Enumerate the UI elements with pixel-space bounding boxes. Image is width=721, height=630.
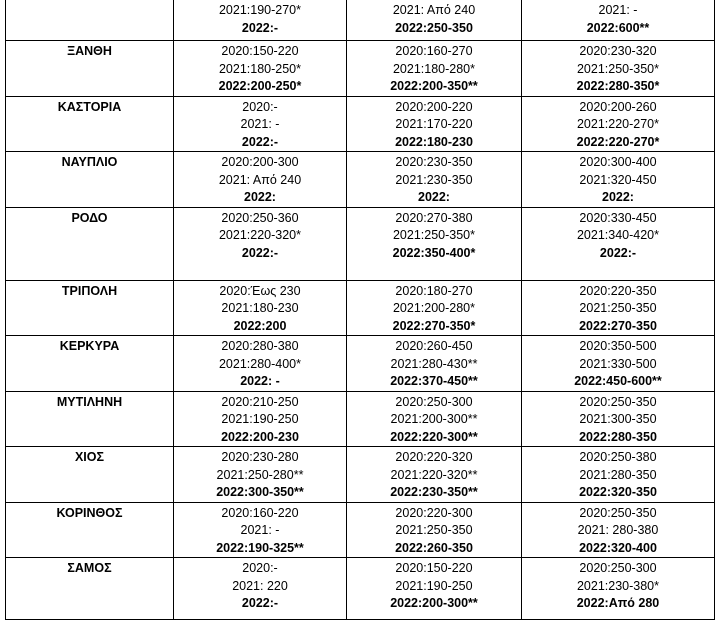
price-table-body bbox=[6, 0, 715, 620]
table-row bbox=[6, 502, 715, 558]
year-range: 2020:250-350 bbox=[579, 505, 657, 520]
city-name-cell: ΣΑΜΟΣ bbox=[6, 558, 174, 620]
year-range: 2021: 220 bbox=[232, 578, 288, 593]
year-2022-range: 2022:260-350 bbox=[395, 540, 473, 555]
year-range: 2020:270-380 bbox=[395, 210, 473, 225]
year-range: 2021: Από 240 bbox=[218, 172, 302, 187]
year-2022-range: 2022:Από 280 bbox=[576, 596, 660, 610]
table-row bbox=[6, 280, 715, 336]
price-range-cell bbox=[522, 391, 715, 447]
city-name-cell: ΚΟΡΙΝΘΟΣ bbox=[6, 502, 174, 558]
year-2022-range: 2022:200-300** bbox=[390, 596, 478, 610]
year-range: 2020:250-380 bbox=[579, 450, 657, 464]
year-range: 2021:180-230 bbox=[221, 301, 299, 315]
table-row bbox=[6, 207, 715, 280]
year-range: 2021:250-350* bbox=[576, 61, 660, 76]
price-range-cell bbox=[347, 280, 522, 336]
year-2022-range: 2022:- bbox=[241, 245, 279, 260]
city-name-cell bbox=[6, 0, 174, 41]
year-2022-range: 2022:- bbox=[241, 134, 279, 149]
year-range: 2020:- bbox=[242, 561, 278, 575]
year-range: 2020:180-270 bbox=[395, 283, 473, 298]
city-name-cell: ΚΕΡΚΥΡΑ bbox=[6, 336, 174, 392]
price-range-cell bbox=[522, 447, 715, 503]
year-range: 2021:250-280** bbox=[216, 467, 304, 482]
year-2022-range: 2022: - bbox=[240, 374, 280, 388]
year-2022-range: 2022:230-350** bbox=[390, 485, 478, 499]
year-range: 2020:- bbox=[242, 99, 278, 114]
year-2022-range: 2022:280-350 bbox=[579, 429, 657, 444]
table-row bbox=[6, 336, 715, 392]
price-range-cell bbox=[347, 207, 522, 280]
year-range: 2020:200-220 bbox=[395, 99, 473, 114]
price-range-cell bbox=[522, 336, 715, 392]
price-range-cell bbox=[174, 558, 347, 620]
year-2022-range: 2022:270-350* bbox=[392, 318, 476, 333]
year-2022-range: 2022:200-350** bbox=[390, 79, 478, 93]
city-name-cell: ΝΑΥΠΛΙΟ bbox=[6, 152, 174, 208]
year-range: 2021:180-250* bbox=[218, 61, 302, 76]
table-row bbox=[6, 447, 715, 503]
year-range: 2021:180-280* bbox=[392, 61, 476, 76]
year-range: 2021:280-430** bbox=[390, 356, 478, 371]
city-name-cell: ΞΑΝΘΗ bbox=[6, 41, 174, 97]
year-range: 2020:220-350 bbox=[579, 283, 657, 298]
year-range: 2021:170-220 bbox=[395, 117, 473, 131]
year-2022-range: 2022: bbox=[602, 190, 634, 204]
year-range: 2020:220-320 bbox=[395, 450, 473, 464]
table-row bbox=[6, 96, 715, 152]
price-table bbox=[5, 0, 715, 620]
price-range-cell bbox=[522, 502, 715, 558]
year-2022-range: 2022:600** bbox=[586, 20, 650, 35]
year-range: 2021:220-320** bbox=[390, 467, 478, 482]
price-range-cell bbox=[522, 207, 715, 280]
year-2022-range: 2022:200-250* bbox=[218, 79, 302, 93]
year-range: 2021:320-450 bbox=[579, 172, 657, 187]
price-range-cell bbox=[174, 41, 347, 97]
price-range-cell bbox=[522, 558, 715, 620]
year-range: 2021:280-350 bbox=[579, 467, 657, 482]
year-range: 2021:190-270* bbox=[218, 3, 302, 17]
city-name-cell: ΡΟΔΟ bbox=[6, 207, 174, 280]
year-range: 2021:220-270* bbox=[576, 117, 660, 131]
year-range: 2021:330-500 bbox=[579, 356, 657, 371]
year-range: 2020:230-350 bbox=[395, 155, 473, 169]
year-2022-range: 2022:280-350* bbox=[576, 79, 660, 93]
year-range: 2021:300-350 bbox=[579, 412, 657, 426]
year-range: 2020:250-300 bbox=[395, 394, 473, 409]
year-range: 2021: - bbox=[240, 117, 280, 131]
year-range: 2020:250-350 bbox=[579, 394, 657, 409]
table-row bbox=[6, 41, 715, 97]
year-range: 2021:220-320* bbox=[218, 228, 302, 242]
price-range-cell bbox=[347, 152, 522, 208]
year-range: 2020:350-500 bbox=[579, 339, 657, 353]
price-range-cell bbox=[174, 207, 347, 280]
year-range: 2020:220-300 bbox=[395, 505, 473, 520]
price-range-cell bbox=[347, 0, 522, 41]
year-2022-range: 2022:- bbox=[241, 596, 279, 610]
year-2022-range: 2022:- bbox=[241, 20, 279, 35]
price-range-cell bbox=[522, 152, 715, 208]
table-row bbox=[6, 391, 715, 447]
price-range-cell bbox=[347, 502, 522, 558]
year-2022-range: 2022: bbox=[244, 190, 276, 204]
year-2022-range: 2022:220-270* bbox=[576, 134, 660, 149]
price-range-cell bbox=[347, 336, 522, 392]
price-range-cell bbox=[522, 96, 715, 152]
year-range: 2021:200-300** bbox=[390, 412, 478, 426]
year-range: 2020:200-300 bbox=[221, 155, 299, 169]
year-range: 2021:340-420* bbox=[576, 228, 660, 242]
year-range: 2021:230-350 bbox=[395, 172, 473, 187]
year-range: 2020:330-450 bbox=[579, 210, 657, 225]
price-range-cell bbox=[347, 41, 522, 97]
year-range: 2021: Από 240 bbox=[392, 3, 476, 17]
year-range: 2020:160-270 bbox=[395, 44, 473, 58]
table-row bbox=[6, 152, 715, 208]
city-name-cell: ΚΑΣΤΟΡΙΑ bbox=[6, 96, 174, 152]
price-range-cell bbox=[174, 96, 347, 152]
year-range: 2020:260-450 bbox=[395, 339, 473, 353]
year-range: 2021: - bbox=[240, 523, 280, 537]
price-range-cell bbox=[174, 152, 347, 208]
year-2022-range: 2022:300-350** bbox=[216, 485, 304, 499]
price-range-cell bbox=[347, 558, 522, 620]
year-range: 2020:230-280 bbox=[221, 450, 299, 464]
year-range: 2021:190-250 bbox=[395, 578, 473, 593]
year-2022-range: 2022: bbox=[418, 190, 450, 204]
city-name-cell: ΤΡΙΠΟΛΗ bbox=[6, 280, 174, 336]
year-range: 2020:230-320 bbox=[579, 44, 657, 58]
year-2022-range: 2022:270-350 bbox=[579, 318, 657, 333]
year-range: 2020:250-300 bbox=[579, 561, 657, 575]
year-2022-range: 2022:180-230 bbox=[395, 134, 473, 149]
year-range: 2021:190-250 bbox=[221, 412, 299, 426]
year-range: 2021:250-350 bbox=[395, 523, 473, 537]
year-2022-range: 2022:200 bbox=[233, 318, 287, 333]
year-range: 2021: 280-380 bbox=[577, 523, 659, 537]
year-range: 2021:250-350 bbox=[579, 301, 657, 315]
price-range-cell bbox=[174, 391, 347, 447]
city-name-cell: ΜΥΤΙΛΗΝΗ bbox=[6, 391, 174, 447]
year-2022-range: 2022:370-450** bbox=[390, 374, 478, 388]
year-2022-range: 2022:200-230 bbox=[221, 429, 299, 444]
price-range-cell bbox=[174, 502, 347, 558]
year-range: 2020:150-220 bbox=[395, 561, 473, 575]
price-range-cell bbox=[174, 336, 347, 392]
year-range: 2021:230-380* bbox=[576, 578, 660, 593]
price-range-cell bbox=[522, 0, 715, 41]
year-range: 2020:160-220 bbox=[221, 505, 299, 520]
year-range: 2021: - bbox=[598, 3, 638, 17]
table-row bbox=[6, 558, 715, 620]
year-range: 2020:210-250 bbox=[221, 394, 299, 409]
price-range-cell bbox=[347, 96, 522, 152]
price-range-cell bbox=[347, 391, 522, 447]
year-range: 2020:250-360 bbox=[221, 210, 299, 225]
year-range: 2021:200-280* bbox=[392, 301, 476, 315]
year-range: 2020:200-260 bbox=[579, 99, 657, 114]
year-2022-range: 2022:450-600** bbox=[574, 374, 662, 388]
year-range: 2020:280-380 bbox=[221, 339, 299, 353]
price-range-cell bbox=[174, 280, 347, 336]
city-name-cell: ΧΙΟΣ bbox=[6, 447, 174, 503]
year-range: 2020:300-400 bbox=[579, 155, 657, 169]
year-2022-range: 2022:320-350 bbox=[579, 485, 657, 499]
year-range: 2020:150-220 bbox=[221, 44, 299, 58]
price-range-cell bbox=[347, 447, 522, 503]
price-range-cell bbox=[174, 447, 347, 503]
table-row bbox=[6, 0, 715, 41]
year-2022-range: 2022:250-350 bbox=[395, 20, 473, 35]
year-2022-range: 2022:320-400 bbox=[579, 540, 657, 555]
price-range-cell bbox=[522, 280, 715, 336]
year-2022-range: 2022:190-325** bbox=[216, 540, 304, 555]
year-2022-range: 2022:350-400* bbox=[392, 245, 476, 260]
year-range: 2021:250-350* bbox=[392, 228, 476, 242]
price-range-cell bbox=[174, 0, 347, 41]
year-2022-range: 2022:- bbox=[599, 245, 637, 260]
year-range: 2020:Έως 230 bbox=[219, 283, 301, 298]
price-range-cell bbox=[522, 41, 715, 97]
year-range: 2021:280-400* bbox=[218, 356, 302, 371]
year-2022-range: 2022:220-300** bbox=[390, 429, 478, 444]
